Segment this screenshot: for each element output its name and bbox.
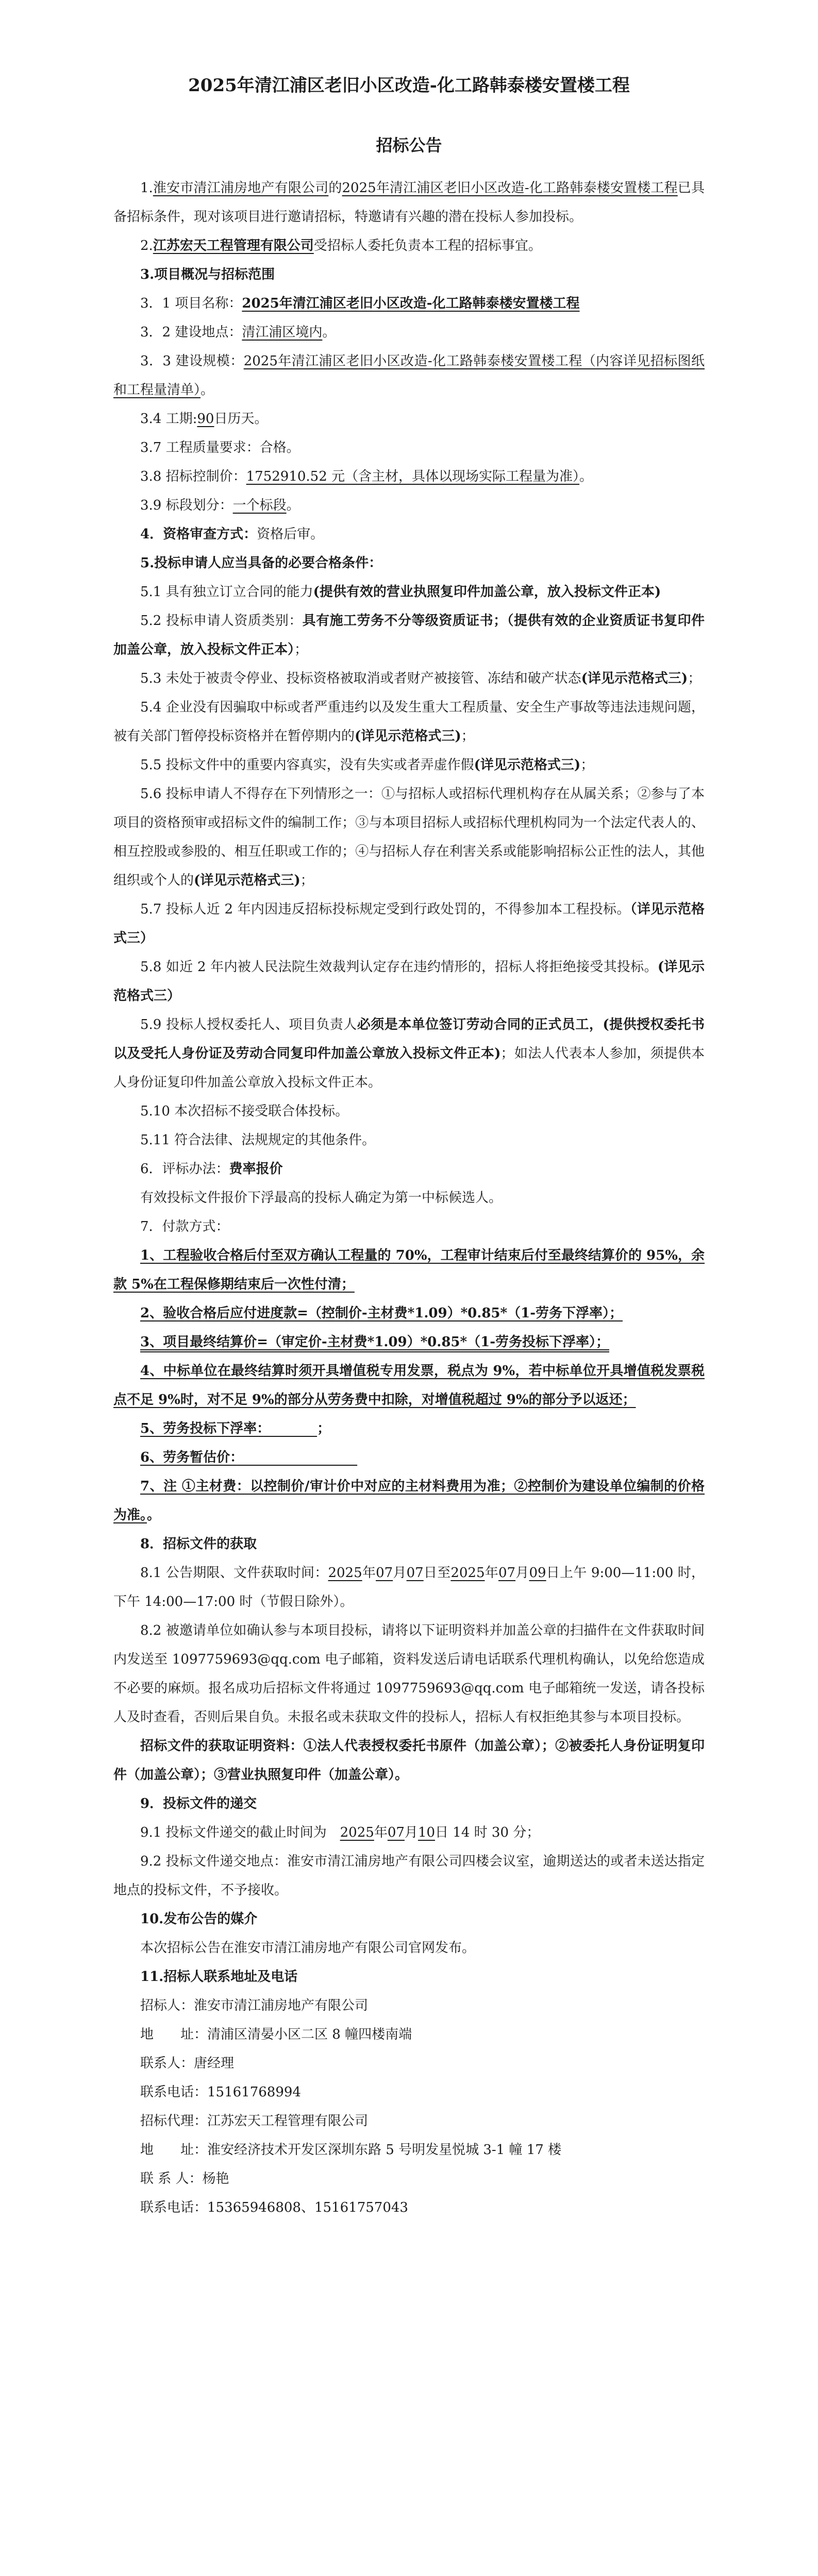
agent-value: 江苏宏天工程管理有限公司	[207, 2113, 369, 2129]
requirement-5-1	[113, 578, 705, 606]
payment-term-1: 1、工程验收合格后付至双方确认工程量的 70%，工程审计结束后付至最终结算价的 95%，余款 5%在工程保修期结束后一次性付清；	[113, 1248, 705, 1292]
document-obtain-period	[113, 1558, 705, 1616]
tenderer-row	[113, 1991, 705, 2020]
period-unit: 日历天。	[214, 411, 268, 427]
req-5-7-note: （详见示范格式三）	[113, 902, 705, 946]
obtain-start-year: 2025	[328, 1565, 362, 1581]
payment-term-3: 3、项目最终结算价=（审定价-主材费*1.09）*0.85*（1-劳务投标下浮率）；	[140, 1334, 609, 1350]
requirement-5-4	[113, 693, 705, 751]
req-5-3-note: (详见示范格式三)	[581, 671, 688, 686]
tenderer-value: 淮安市清江浦房地产有限公司	[194, 1998, 369, 2013]
location-row	[113, 318, 705, 347]
section-division-row	[113, 491, 705, 520]
obtain-start-month: 07	[376, 1565, 393, 1581]
publication-media: 本次招标公告在淮安市清江浦房地产有限公司官网发布。	[140, 1940, 476, 1956]
tenderer-phone-label: 联系电话：	[140, 2084, 208, 2100]
section-4	[113, 520, 705, 549]
req-5-3-text: 5.3 未处于被责令停业、投标资格被取消或者财产被接管、冻结和破产状态	[140, 671, 581, 686]
req-5-9-text: 5.9 投标人授权委托人、项目负责人	[140, 1017, 357, 1032]
section-division-value: 一个标段	[232, 498, 287, 513]
qualification-review-label: 4．资格审查方式：	[140, 527, 257, 542]
tenderer-label: 招标人：	[140, 1998, 194, 2013]
section-3-heading: 3.项目概况与招标范围	[140, 267, 275, 282]
tenderer-contact-row	[113, 2049, 705, 2078]
tenderer-phone-row	[113, 2078, 705, 2107]
obtain-end-day: 09	[529, 1565, 546, 1581]
agent-contact-value: 杨艳	[202, 2171, 229, 2187]
deadline-year-unit: 年	[374, 1825, 388, 1840]
req-5-5-note: (详见示范格式三)	[474, 757, 581, 773]
s1-prefix: 1.	[140, 180, 153, 196]
period-value: 90	[197, 411, 214, 427]
req-5-8-text: 5.8 如近 2 年内被人民法院生效裁判认定存在违约情形的，招标人将拒绝接受其投标。	[140, 959, 658, 975]
labor-bid-rate-label: 5、劳务投标下浮率：	[140, 1421, 264, 1436]
req-5-2-text: 5.2 投标申请人资质类别：	[140, 613, 303, 629]
deadline-day: 10	[418, 1825, 436, 1840]
payment-note-end: 。	[147, 1507, 161, 1523]
req-5-4-text: 5.4 企业没有因骗取中标或者严重违约以及发生重大工程质量、安全生产事故等违法违规问题，被有关部门暂停投标资格并在暂停期内的	[113, 700, 705, 744]
location-value: 清江浦区境内	[242, 325, 323, 340]
control-price-label: 3.8 招标控制价：	[140, 469, 246, 484]
agent-address-label: 地 址：	[140, 2142, 208, 2158]
req-5-5-end: ；	[580, 757, 594, 773]
location-label: 3．2 建设地点：	[140, 325, 242, 340]
period-row	[113, 404, 705, 433]
obtain-start-month-unit: 月	[393, 1565, 407, 1581]
section-division-label: 3.9 标段划分：	[140, 498, 233, 513]
obtain-start-day: 07	[406, 1565, 424, 1581]
document-title: 2025年清江浦区老旧小区改造-化工路韩泰楼安置楼工程	[188, 75, 630, 96]
control-price-value: 1752910.52 元（含主材，具体以现场实际工程量为准）	[246, 469, 580, 484]
section-11-heading: 11.招标人联系地址及电话	[140, 1969, 298, 1985]
agent-address-row	[113, 2136, 705, 2164]
req-5-6-text: 5.6 投标申请人不得存在下列情形之一：①与招标人或招标代理机构存在从属关系；②参与了本项目的资格预审或招标文件的编制工作；③与本项目招标人或招标代理机构同为一个法定代表人的、相互控股或参股的、相互任职或工作的；④与招标人存在利害关系或能影响招标公正性的法人，其他组织或个人的	[113, 786, 705, 888]
tenderer-contact-value: 唐经理	[194, 2056, 235, 2071]
s2-rest: 受招标人委托负责本工程的招标事宜。	[313, 238, 542, 253]
req-5-7-text: 5.7 投标人近 2 年内因违反招标投标规定受到行政处罚的，不得参加本工程投标。	[140, 902, 630, 917]
requirement-5-10: 5.10 本次招标不接受联合体投标。	[140, 1104, 349, 1119]
control-price-row	[113, 462, 705, 491]
control-price-end: 。	[579, 469, 593, 484]
section-8-heading: 8．招标文件的获取	[140, 1536, 257, 1552]
section-10-heading: 10.发布公告的媒介	[140, 1911, 258, 1927]
quality-row: 3.7 工程质量要求：合格。	[140, 440, 300, 455]
payment-term-6	[113, 1443, 705, 1472]
req-5-6-end: ；	[300, 873, 314, 888]
section-1	[113, 174, 705, 231]
agent-phone-row	[113, 2193, 705, 2222]
req-5-2-end: ；	[294, 642, 308, 657]
payment-term-2: 2、验收合格后应付进度款=（控制价-主材费*1.09）*0.85*（1-劳务下浮率）；	[140, 1306, 623, 1321]
req-5-9-bold: 必须是本单位签订劳动合同的正式员工，	[357, 1017, 603, 1032]
evaluation-method-label: 6．评标办法：	[140, 1161, 229, 1177]
tenderer-address-row	[113, 2020, 705, 2049]
req-5-6-note: (详见示范格式三)	[194, 873, 301, 888]
s1-mid: 的	[328, 180, 342, 196]
requirement-5-5	[113, 751, 705, 779]
req-5-9-note: (提供授权委托书以及受托人身份证及劳动合同复印件加盖公章放入投标文件正本)	[113, 1017, 705, 1061]
tenderer-name: 淮安市清江浦房地产有限公司	[153, 180, 329, 196]
payment-term-4: 4、中标单位在最终结算时须开具增值税专用发票，税点为 9%，若中标单位开具增值税发票税点不足 9%时，对不足 9%的部分从劳务费中扣除，对增值税超过 9%的部分予以返还；	[113, 1363, 705, 1408]
req-5-4-note: (详见示范格式三)	[355, 728, 461, 744]
project-name-value: 2025年清江浦区老旧小区改造-化工路韩泰楼安置楼工程	[242, 296, 580, 311]
req-5-5-text: 5.5 投标文件中的重要内容真实，没有失实或者弄虚作假	[140, 757, 474, 773]
req-5-9-rest: ；如法人代表本人参加，须提供本人身份证复印件加盖公章放入投标文件正本。	[113, 1046, 705, 1090]
req-5-2-note: 具有施工劳务不分等级资质证书；（提供有效的企业资质证书复印件加盖公章，放入投标文件正本）	[113, 613, 705, 657]
submission-deadline	[113, 1818, 705, 1847]
section-2	[113, 231, 705, 260]
agent-contact-row	[113, 2164, 705, 2193]
obtain-start-year-unit: 年	[362, 1565, 376, 1581]
req-5-8-note: (详见示范格式三）	[113, 959, 705, 1004]
requirement-5-2	[113, 606, 705, 664]
agent-contact-label: 联 系 人：	[140, 2171, 203, 2187]
agent-address-value: 淮安经济技术开发区深圳东路 5 号明发星悦城 3-1 幢 17 楼	[207, 2142, 562, 2158]
section-7-heading: 7．付款方式：	[140, 1219, 229, 1234]
labor-estimate-label: 6、劳务暂估价：	[140, 1450, 237, 1465]
section-9-heading: 9．投标文件的递交	[140, 1796, 257, 1811]
req-5-1-note: (提供有效的营业执照复印件加盖公章，放入投标文件正本)	[313, 584, 661, 600]
agent-phone-value: 15365946808、15161757043	[207, 2200, 408, 2215]
obtain-end-month: 07	[498, 1565, 516, 1581]
project-name-row	[113, 289, 705, 318]
payment-term-7	[113, 1472, 705, 1530]
obtain-time-range: 日上午 9:00—11:00 时，下午 14:00—17:00 时（节假日除外）。	[113, 1565, 705, 1609]
evaluation-method-value: 费率报价	[229, 1161, 283, 1177]
scale-row	[113, 347, 705, 404]
obtain-label: 8.1 公告期限、文件获取时间：	[140, 1565, 328, 1581]
document-subtitle: 招标公告	[376, 135, 442, 155]
project-name-label: 3．1 项目名称：	[140, 296, 242, 311]
s2-prefix: 2.	[140, 238, 153, 253]
submission-location: 9.2 投标文件递交地点：淮安市清江浦房地产有限公司四楼会议室，逾期送达的或者未送达指定地点的投标文件，不予接收。	[113, 1854, 705, 1898]
requirement-5-6	[113, 779, 705, 895]
deadline-label: 9.1 投标文件递交的截止时间为	[140, 1825, 327, 1840]
req-5-1-text: 5.1 具有独立订立合同的能力	[140, 584, 313, 600]
section-5-heading: 5.投标申请人应当具备的必要合格条件：	[140, 555, 382, 571]
qualification-review-value: 资格后审。	[257, 527, 324, 542]
scale-end: 。	[201, 382, 214, 398]
obtain-end-month-unit: 月	[515, 1565, 529, 1581]
tenderer-address-value: 清浦区清晏小区二区 8 幢四楼南端	[207, 2027, 412, 2042]
project-name: 2025年清江浦区老旧小区改造-化工路韩泰楼安置楼工程	[342, 180, 678, 196]
evaluation-desc: 有效投标文件报价下浮最高的投标人确定为第一中标候选人。	[140, 1190, 503, 1206]
tenderer-phone-value: 15161768994	[207, 2084, 301, 2100]
deadline-month: 07	[387, 1825, 405, 1840]
period-label: 3.4 工期:	[140, 411, 197, 427]
req-5-4-end: ；	[461, 728, 475, 744]
obtain-end-year: 2025	[450, 1565, 485, 1581]
requirement-5-9	[113, 1010, 705, 1097]
payment-term-5	[113, 1414, 705, 1443]
payment-note: 7、注 ①主材费：以控制价/审计价中对应的主材料费用为准；②控制价为建设单位编制的价格为准。	[113, 1479, 705, 1523]
deadline-time: 日 14 时 30 分；	[435, 1825, 540, 1840]
deadline-month-unit: 月	[404, 1825, 418, 1840]
section-division-end: 。	[286, 498, 300, 513]
s1-rest: 已具备招标条件，现对该项目进行邀请招标，特邀请有兴趣的潜在投标人参加投标。	[113, 180, 705, 225]
requirement-5-8	[113, 953, 705, 1010]
req-5-3-end: ；	[688, 671, 702, 686]
section-6	[113, 1155, 705, 1183]
registration-instructions: 8.2 被邀请单位如确认参与本项目投标，请将以下证明资料并加盖公章的扫描件在文件获取时间内发送至 1097759693@qq.com 电子邮箱，资料发送后请电话联系代理机构确认，以免给您造成不必要的麻烦。报名成功后招标文件将通过 1097759693@qq.com 电子邮箱统一发送，请各投标人及时查看，否则后果自负。未报名或未获取文件的投标人，招标人有权拒绝其参与本项目投标。	[113, 1623, 705, 1725]
tenderer-contact-label: 联系人：	[140, 2056, 194, 2071]
agent-name: 江苏宏天工程管理有限公司	[153, 238, 314, 253]
agent-row	[113, 2107, 705, 2136]
obtain-end-year-unit: 年	[485, 1565, 498, 1581]
agent-phone-label: 联系电话：	[140, 2200, 208, 2215]
tenderer-address-label: 地 址：	[140, 2027, 208, 2042]
obtain-start-day-unit: 日至	[423, 1565, 451, 1581]
location-end: 。	[322, 325, 336, 340]
requirement-5-11: 5.11 符合法律、法规规定的其他条件。	[140, 1132, 376, 1148]
labor-bid-rate-end: ；	[317, 1421, 331, 1436]
agent-label: 招标代理：	[140, 2113, 208, 2129]
scale-label: 3．3 建设规模：	[140, 353, 244, 369]
scale-value: 2025年清江浦区老旧小区改造-化工路韩泰楼安置楼工程（内容详见招标图纸和工程量清单）	[113, 353, 705, 398]
required-documents: 招标文件的获取证明资料：①法人代表授权委托书原件（加盖公章）；②被委托人身份证明复印件（加盖公章）；③营业执照复印件（加盖公章）。	[113, 1738, 705, 1783]
deadline-year: 2025	[340, 1825, 374, 1840]
requirement-5-3	[113, 664, 705, 693]
requirement-5-7	[113, 895, 705, 953]
